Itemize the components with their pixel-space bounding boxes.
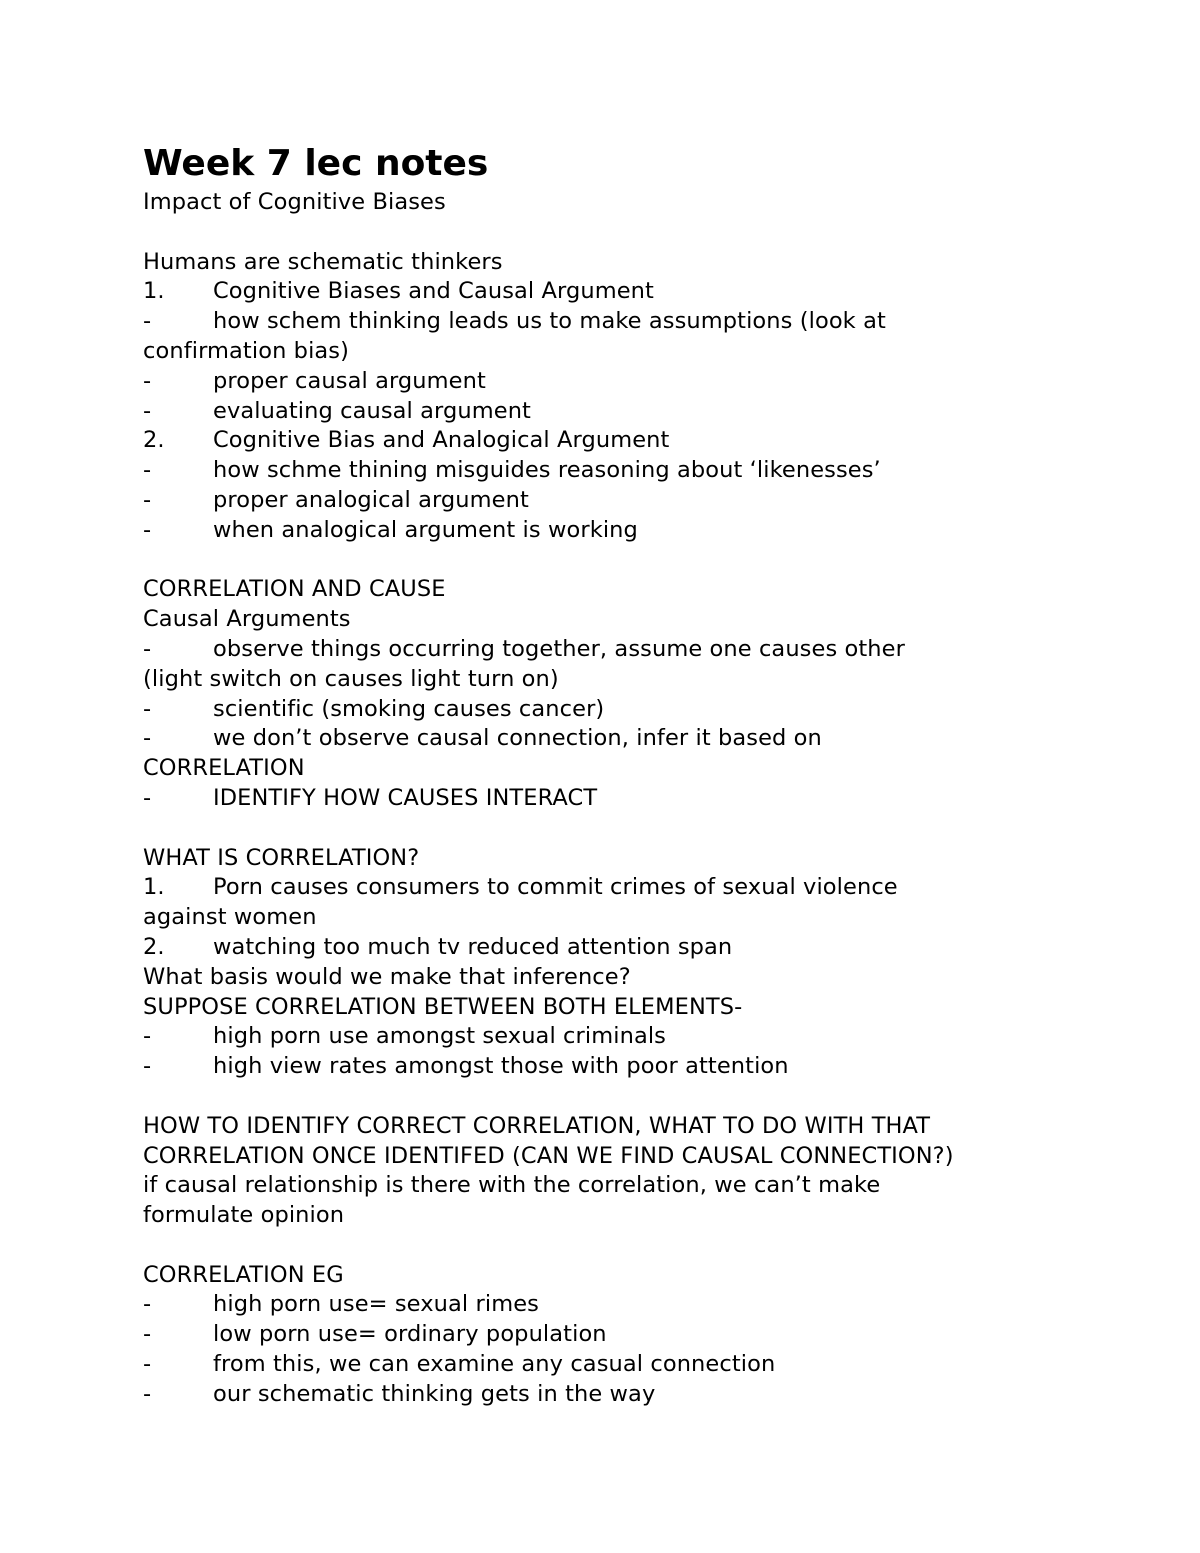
item-text: Cognitive Biases and Causal Argument [213,278,654,305]
bullet-text: scientific (smoking causes cancer) [213,695,605,722]
item-number: 1. [143,278,165,305]
suppose-line: SUPPOSE CORRELATION BETWEEN BOTH ELEMENTS- [143,993,743,1020]
bullet-item [143,1350,1143,1380]
document-title: Week 7 lec notes [143,143,489,184]
blank-line [143,546,1143,576]
numbered-item [143,933,1143,963]
dash-marker: - [143,1351,152,1378]
dash-marker: - [143,397,152,424]
document-subtitle: Impact of Cognitive Biases [143,189,446,215]
bullet-item [143,1052,1143,1082]
bullet-item [143,1022,1143,1052]
dash-marker: - [143,695,152,722]
numbered-item [143,426,1143,456]
section-subheading: Causal Arguments [143,606,351,633]
bullet-text: observe things occurring together, assume one causes other [213,635,905,662]
dash-marker: - [143,1023,152,1050]
bullet-item [143,635,1143,665]
bullet-item [143,367,1143,397]
dash-marker: - [143,1291,152,1318]
bullet-item [143,397,1143,427]
bullet-text: IDENTIFY HOW CAUSES INTERACT [213,784,598,811]
numbered-item [143,277,1143,307]
bullet-text: evaluating causal argument [213,397,531,424]
item-number: 2. [143,427,165,454]
document-page [143,140,1143,1410]
dash-marker: - [143,1053,152,1080]
dash-marker: - [143,516,152,543]
bullet-text: high porn use= sexual rimes [213,1291,539,1318]
dash-marker: - [143,457,152,484]
bullet-item [143,456,1143,486]
bullet-text: high porn use amongst sexual criminals [213,1023,667,1050]
blank-line [143,1082,1143,1112]
bullet-text: we don’t observe causal connection, infer it based on [213,725,822,752]
item-continuation: against women [143,904,317,931]
bullet-item [143,486,1143,516]
dash-marker: - [143,486,152,513]
bullet-text: our schematic thinking gets in the way [213,1380,656,1407]
bullet-item [143,724,1143,754]
blank-line [143,814,1143,844]
section-heading: WHAT IS CORRELATION? [143,844,420,871]
dash-marker: - [143,725,152,752]
section-heading: CORRELATION AND CAUSE [143,576,446,603]
item-number: 1. [143,874,165,901]
bullet-item [143,1290,1143,1320]
bullet-item [143,516,1143,546]
bullet-text: low porn use= ordinary population [213,1321,607,1348]
bullet-item [143,307,1143,337]
blank-line [143,218,1143,248]
bullet-text: how schme thining misguides reasoning about ‘likenesses’ [213,457,881,484]
bullet-text: proper analogical argument [213,486,529,513]
dash-marker: - [143,1321,152,1348]
bullet-continuation: CORRELATION [143,755,305,782]
dash-marker: - [143,308,152,335]
bullet-text: high view rates amongst those with poor attention [213,1053,789,1080]
dash-marker: - [143,784,152,811]
item-text: Cognitive Bias and Analogical Argument [213,427,670,454]
bullet-continuation: (light switch on causes light turn on) [143,665,559,692]
numbered-item [143,873,1143,903]
bullet-item [143,784,1143,814]
item-text: Porn causes consumers to commit crimes of sexual violence [213,874,898,901]
paragraph-line: if causal relationship is there with the correlation, we can’t make [143,1172,881,1199]
bullet-text: proper causal argument [213,367,486,394]
bullet-item [143,1320,1143,1350]
bullet-text: how schem thinking leads us to make assumptions (look at [213,308,886,335]
dash-marker: - [143,367,152,394]
item-text: watching too much tv reduced attention span [213,933,733,960]
bullet-item [143,695,1143,725]
dash-marker: - [143,1380,152,1407]
intro-heading: Humans are schematic thinkers [143,248,503,275]
blank-line [143,1231,1143,1261]
paragraph-line: formulate opinion [143,1202,345,1229]
question-line: What basis would we make that inference? [143,963,631,990]
item-number: 2. [143,933,165,960]
bullet-text: when analogical argument is working [213,516,638,543]
paragraph-line: CORRELATION ONCE IDENTIFED (CAN WE FIND CAUSAL CONNECTION?) [143,1142,954,1169]
bullet-continuation: confirmation bias) [143,337,350,364]
dash-marker: - [143,635,152,662]
bullet-text: from this, we can examine any casual connection [213,1351,776,1378]
paragraph-line: HOW TO IDENTIFY CORRECT CORRELATION, WHAT TO DO WITH THAT [143,1112,931,1139]
section-heading: CORRELATION EG [143,1261,344,1288]
bullet-item [143,1380,1143,1410]
